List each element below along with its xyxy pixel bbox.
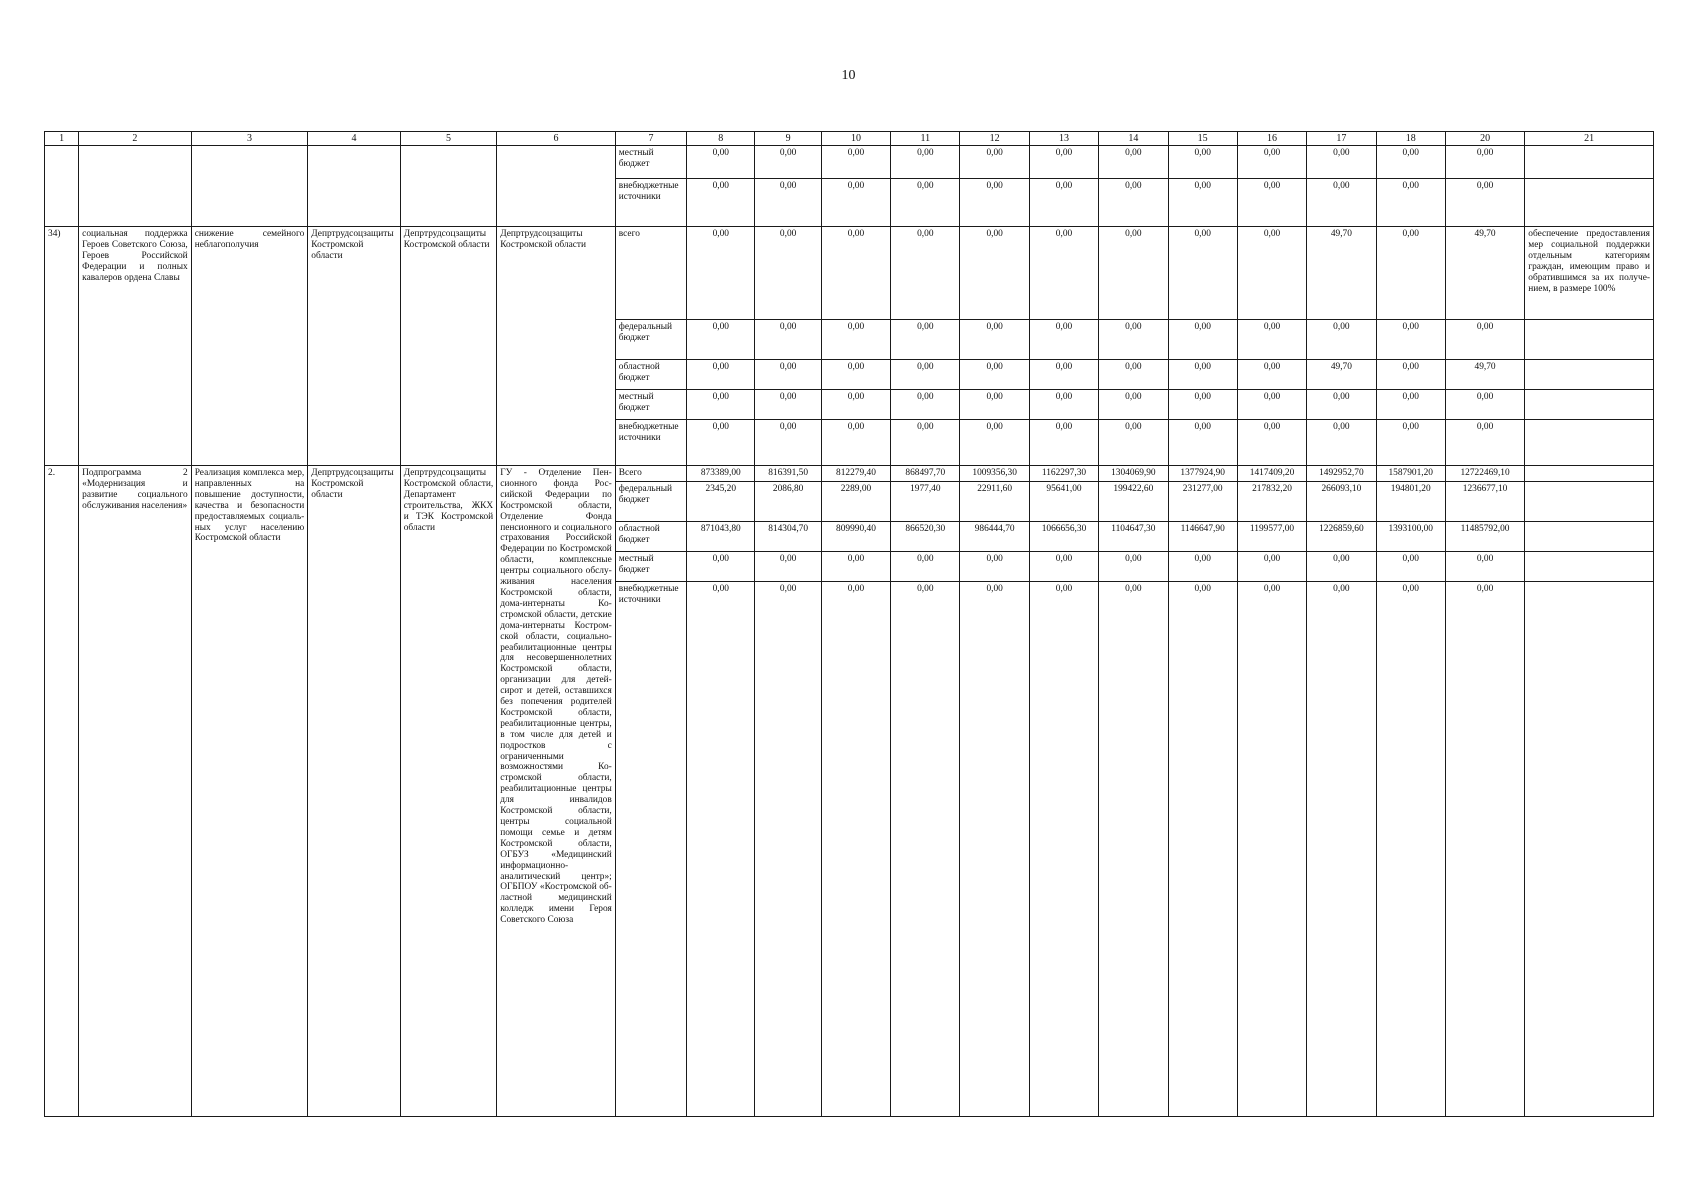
value-cell: 0,00 — [1168, 179, 1237, 227]
value-cell: 0,00 — [1168, 227, 1237, 320]
value-cell: 0,00 — [960, 552, 1029, 582]
measure-name: социальная поддержка Героев Советского Союза, Героев Российской Федерации и полных кавалеров ордена Славы — [79, 227, 192, 466]
value-cell: 1162297,30 — [1029, 466, 1098, 482]
value-cell: 49,70 — [1445, 360, 1524, 390]
column-number: 17 — [1307, 132, 1376, 146]
value-cell: 814304,70 — [755, 522, 821, 552]
budget-table — [44, 131, 1654, 1117]
value-cell: 1492952,70 — [1307, 466, 1376, 482]
value-cell: 0,00 — [891, 227, 960, 320]
value-cell: 2086,80 — [755, 482, 821, 522]
result-text: обеспечение предоставления мер социальной поддержки отдельным категориям граждан, имеющим право и обратившимся за их получением, в размере 100% — [1525, 227, 1654, 320]
source-cell: областной бюджет — [615, 522, 686, 552]
value-cell: 0,00 — [1237, 420, 1306, 466]
value-cell: 0,00 — [755, 582, 821, 1117]
value-cell: 1104647,30 — [1099, 522, 1168, 552]
executor-text: Депртрудсоцзащиты Костромской области — [400, 227, 496, 466]
value-cell: 0,00 — [1307, 320, 1376, 360]
value-cell: 2345,20 — [687, 482, 755, 522]
value-cell: 0,00 — [891, 582, 960, 1117]
column-number: 7 — [615, 132, 686, 146]
value-cell: 868497,70 — [891, 466, 960, 482]
value-cell: 0,00 — [687, 390, 755, 420]
column-number: 16 — [1237, 132, 1306, 146]
value-cell: 0,00 — [1237, 552, 1306, 582]
result-cell — [1525, 582, 1654, 1117]
value-cell: 986444,70 — [960, 522, 1029, 552]
value-cell: 0,00 — [687, 552, 755, 582]
value-cell: 0,00 — [960, 582, 1029, 1117]
value-cell: 0,00 — [1099, 360, 1168, 390]
value-cell: 0,00 — [1029, 552, 1098, 582]
value-cell: 0,00 — [821, 360, 890, 390]
measure-name: Подпрограмма 2 «Модернизация и развитие социального обслуживания населения» — [79, 466, 192, 1117]
name-cell — [79, 146, 192, 227]
value-cell: 11485792,00 — [1445, 522, 1524, 552]
value-cell: 1304069,90 — [1099, 466, 1168, 482]
value-cell: 95641,00 — [1029, 482, 1098, 522]
value-cell: 0,00 — [1445, 390, 1524, 420]
value-cell: 2289,00 — [821, 482, 890, 522]
column-number: 10 — [821, 132, 890, 146]
executor-cell — [400, 146, 496, 227]
value-cell: 0,00 — [1168, 360, 1237, 390]
value-cell: 0,00 — [1445, 146, 1524, 179]
value-cell: 0,00 — [1099, 146, 1168, 179]
value-cell: 0,00 — [891, 179, 960, 227]
value-cell: 0,00 — [755, 146, 821, 179]
value-cell: 0,00 — [1445, 420, 1524, 466]
value-cell: 0,00 — [960, 390, 1029, 420]
column-number: 4 — [308, 132, 400, 146]
value-cell: 0,00 — [1099, 227, 1168, 320]
value-cell: 0,00 — [1237, 360, 1306, 390]
value-cell: 0,00 — [755, 552, 821, 582]
value-cell: 1977,40 — [891, 482, 960, 522]
value-cell: 0,00 — [1376, 552, 1445, 582]
value-cell: 0,00 — [1099, 179, 1168, 227]
column-number: 15 — [1168, 132, 1237, 146]
value-cell: 0,00 — [891, 420, 960, 466]
goal-text: снижение семейного неблагополучия — [191, 227, 308, 466]
value-cell: 199422,60 — [1099, 482, 1168, 522]
participants-text: ГУ - Отделение Пенсионного фонда Российской Федерации по Костромской области, Отделение Фонда пенсионного и социального страхования Российской Федерации по Костромской области, комплексные центры социального обслуживания населения Костромской области, дома-интернаты Костромской области, детские дома-интернаты Костромской области, социально-реабилитационные центры для несовершеннолетних Костромской области, организации для детей-сирот и детей, оставшихся без попечения родителей Костромской области, реабилитационные центры, в том числе для детей и подростков с ограниченными возможностями Костромской области, реабилитационные центры для инвалидов Костромской области, центры социальной помощи семье и детям Костромской области, ОГБУЗ «Медицинский информационно-аналитический центр»; ОГБПОУ «Костромской областной медицинский колледж имени Героя Советского Союза — [497, 466, 616, 1117]
value-cell: 0,00 — [891, 552, 960, 582]
column-number: 3 — [191, 132, 308, 146]
value-cell: 0,00 — [1237, 227, 1306, 320]
value-cell: 0,00 — [821, 420, 890, 466]
value-cell: 0,00 — [1029, 179, 1098, 227]
value-cell: 873389,00 — [687, 466, 755, 482]
column-number: 20 — [1445, 132, 1524, 146]
value-cell: 0,00 — [1307, 582, 1376, 1117]
value-cell: 0,00 — [1376, 179, 1445, 227]
value-cell: 0,00 — [1307, 420, 1376, 466]
column-number: 18 — [1376, 132, 1445, 146]
source-cell: федеральный бюджет — [615, 320, 686, 360]
value-cell: 0,00 — [755, 390, 821, 420]
value-cell: 0,00 — [1376, 360, 1445, 390]
value-cell: 0,00 — [1029, 320, 1098, 360]
value-cell: 1587901,20 — [1376, 466, 1445, 482]
item-number: 2. — [45, 466, 79, 1117]
result-cell — [1525, 390, 1654, 420]
value-cell: 1377924,90 — [1168, 466, 1237, 482]
value-cell: 0,00 — [821, 582, 890, 1117]
value-cell: 1009356,30 — [960, 466, 1029, 482]
value-cell: 0,00 — [1376, 320, 1445, 360]
value-cell: 1393100,00 — [1376, 522, 1445, 552]
value-cell: 0,00 — [1237, 179, 1306, 227]
value-cell: 0,00 — [755, 227, 821, 320]
value-cell: 0,00 — [687, 227, 755, 320]
value-cell: 0,00 — [687, 420, 755, 466]
column-number: 12 — [960, 132, 1029, 146]
table-row — [45, 466, 1654, 482]
source-cell: федеральный бюджет — [615, 482, 686, 522]
value-cell: 0,00 — [1376, 227, 1445, 320]
column-number: 21 — [1525, 132, 1654, 146]
value-cell: 0,00 — [1376, 582, 1445, 1117]
goal-text: Реализация комплекса мер, направленных на повышение доступности, качества и безопасности предоставляемых социальных услуг населению Костромской области — [191, 466, 308, 1117]
value-cell: 0,00 — [1099, 320, 1168, 360]
value-cell: 194801,20 — [1376, 482, 1445, 522]
value-cell: 0,00 — [687, 179, 755, 227]
value-cell: 0,00 — [1445, 179, 1524, 227]
value-cell: 0,00 — [1029, 146, 1098, 179]
result-cell — [1525, 146, 1654, 179]
value-cell: 0,00 — [891, 390, 960, 420]
column-number: 1 — [45, 132, 79, 146]
value-cell: 22911,60 — [960, 482, 1029, 522]
column-number: 8 — [687, 132, 755, 146]
value-cell: 0,00 — [1376, 146, 1445, 179]
value-cell: 0,00 — [1029, 420, 1098, 466]
value-cell: 1199577,00 — [1237, 522, 1306, 552]
result-cell — [1525, 420, 1654, 466]
table-row — [45, 146, 1654, 179]
result-cell — [1525, 320, 1654, 360]
source-cell: внебюджетные источники — [615, 582, 686, 1117]
result-cell — [1525, 466, 1654, 482]
result-cell — [1525, 179, 1654, 227]
value-cell: 266093,10 — [1307, 482, 1376, 522]
value-cell: 0,00 — [687, 146, 755, 179]
value-cell: 871043,80 — [687, 522, 755, 552]
value-cell: 0,00 — [821, 390, 890, 420]
result-cell — [1525, 522, 1654, 552]
executor-text: Депртрудсоцзащиты Костромской области, Департамент строительства, ЖКХ и ТЭК Костромской области — [400, 466, 496, 1117]
result-cell — [1525, 482, 1654, 522]
source-cell: внебюджетные источники — [615, 179, 686, 227]
source-cell: внебюджетные источники — [615, 420, 686, 466]
source-cell: местный бюджет — [615, 390, 686, 420]
value-cell: 812279,40 — [821, 466, 890, 482]
value-cell: 816391,50 — [755, 466, 821, 482]
goal-cell — [191, 146, 308, 227]
value-cell: 0,00 — [821, 320, 890, 360]
value-cell: 0,00 — [821, 552, 890, 582]
value-cell: 0,00 — [891, 360, 960, 390]
value-cell: 0,00 — [1307, 552, 1376, 582]
value-cell: 0,00 — [960, 146, 1029, 179]
value-cell: 809990,40 — [821, 522, 890, 552]
value-cell: 0,00 — [1307, 390, 1376, 420]
value-cell: 0,00 — [1099, 390, 1168, 420]
column-number: 9 — [755, 132, 821, 146]
value-cell: 0,00 — [821, 227, 890, 320]
value-cell: 0,00 — [1029, 582, 1098, 1117]
value-cell: 0,00 — [1029, 360, 1098, 390]
value-cell: 0,00 — [1237, 582, 1306, 1117]
value-cell: 231277,00 — [1168, 482, 1237, 522]
column-number: 2 — [79, 132, 192, 146]
value-cell: 0,00 — [1307, 179, 1376, 227]
value-cell: 0,00 — [687, 360, 755, 390]
value-cell: 0,00 — [1168, 420, 1237, 466]
participants-text: Депртрудсоцзащиты Костромской области — [497, 227, 616, 466]
value-cell: 0,00 — [1029, 390, 1098, 420]
source-cell: местный бюджет — [615, 552, 686, 582]
value-cell: 0,00 — [1445, 320, 1524, 360]
value-cell: 0,00 — [960, 227, 1029, 320]
value-cell: 0,00 — [960, 420, 1029, 466]
value-cell: 0,00 — [755, 360, 821, 390]
source-cell: Всего — [615, 466, 686, 482]
value-cell: 49,70 — [1307, 360, 1376, 390]
value-cell: 0,00 — [1307, 146, 1376, 179]
source-cell: областной бюджет — [615, 360, 686, 390]
value-cell: 1417409,20 — [1237, 466, 1306, 482]
value-cell: 0,00 — [1445, 582, 1524, 1117]
value-cell: 0,00 — [755, 420, 821, 466]
value-cell: 12722469,10 — [1445, 466, 1524, 482]
value-cell: 0,00 — [1168, 320, 1237, 360]
value-cell: 217832,20 — [1237, 482, 1306, 522]
source-cell: местный бюджет — [615, 146, 686, 179]
value-cell: 0,00 — [687, 582, 755, 1117]
value-cell: 0,00 — [1376, 390, 1445, 420]
value-cell: 0,00 — [1029, 227, 1098, 320]
header-row — [45, 132, 1654, 146]
result-cell — [1525, 552, 1654, 582]
item-number: 34) — [45, 227, 79, 466]
column-number: 11 — [891, 132, 960, 146]
value-cell: 0,00 — [891, 320, 960, 360]
value-cell: 1146647,90 — [1168, 522, 1237, 552]
value-cell: 0,00 — [1445, 552, 1524, 582]
value-cell: 0,00 — [1168, 582, 1237, 1117]
value-cell: 0,00 — [821, 179, 890, 227]
page-number: 10 — [841, 68, 856, 83]
value-cell: 0,00 — [1237, 320, 1306, 360]
column-number: 6 — [497, 132, 616, 146]
coexecutor-text: Депртрудсоцзащиты Костромской области — [308, 466, 400, 1117]
column-number: 5 — [400, 132, 496, 146]
table-row — [45, 227, 1654, 320]
value-cell: 0,00 — [1376, 420, 1445, 466]
value-cell: 0,00 — [1237, 146, 1306, 179]
value-cell: 0,00 — [1099, 582, 1168, 1117]
coexec-cell — [308, 146, 400, 227]
value-cell: 49,70 — [1307, 227, 1376, 320]
value-cell: 0,00 — [1237, 390, 1306, 420]
value-cell: 0,00 — [960, 360, 1029, 390]
value-cell: 1236677,10 — [1445, 482, 1524, 522]
result-cell — [1525, 360, 1654, 390]
value-cell: 49,70 — [1445, 227, 1524, 320]
value-cell: 0,00 — [1168, 390, 1237, 420]
column-number: 13 — [1029, 132, 1098, 146]
value-cell: 866520,30 — [891, 522, 960, 552]
value-cell: 1226859,60 — [1307, 522, 1376, 552]
value-cell: 0,00 — [1168, 146, 1237, 179]
value-cell: 0,00 — [1099, 552, 1168, 582]
value-cell: 0,00 — [1168, 552, 1237, 582]
coexecutor-text: Депртрудсоцзащиты Костромской области — [308, 227, 400, 466]
value-cell: 0,00 — [1099, 420, 1168, 466]
value-cell: 0,00 — [891, 146, 960, 179]
value-cell: 0,00 — [821, 146, 890, 179]
participants-cell — [497, 146, 616, 227]
value-cell: 0,00 — [687, 320, 755, 360]
value-cell: 0,00 — [960, 320, 1029, 360]
value-cell: 0,00 — [960, 179, 1029, 227]
value-cell: 1066656,30 — [1029, 522, 1098, 552]
source-cell: всего — [615, 227, 686, 320]
value-cell: 0,00 — [755, 179, 821, 227]
column-number: 14 — [1099, 132, 1168, 146]
num-cell — [45, 146, 79, 227]
value-cell: 0,00 — [755, 320, 821, 360]
